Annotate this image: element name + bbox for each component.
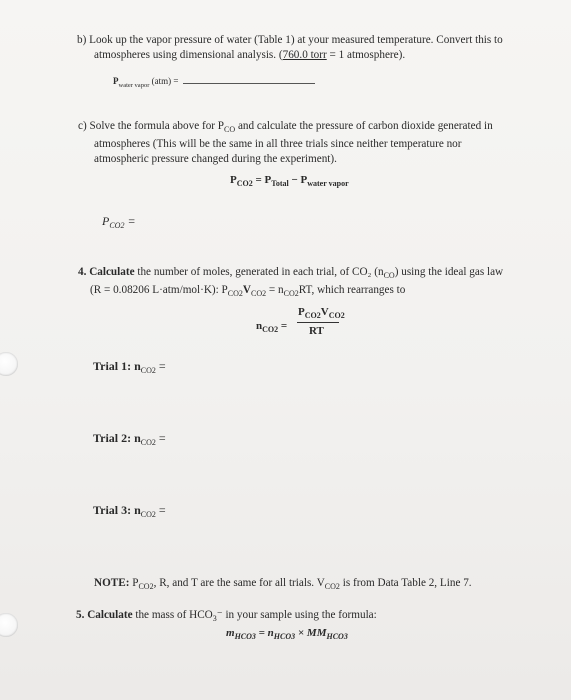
part-c-line1-sub: CO: [224, 125, 236, 134]
hole-punch-top: [0, 352, 18, 376]
part-c-label: c): [78, 120, 87, 132]
part-b-line2-b: = 1 atmosphere).: [326, 49, 406, 61]
trial-3-row: Trial 3: $n_{CO2}$ =: [93, 503, 166, 519]
part-b-label: b): [77, 34, 87, 46]
pco2-formula: $P_{CO2} = P_{Total} - P_{water vapor}$: [230, 174, 349, 188]
part-c-line1b: and calculate the pressure of carbon dioxide generated in: [235, 120, 493, 132]
part-c-line2: atmospheres (This will be the same in all three trials since neither temperature nor: [94, 138, 462, 150]
part-b-line2-a: atmospheres using dimensional analysis. (: [94, 49, 283, 61]
part-b-torr: 760.0 torr: [282, 49, 327, 61]
part-c-text: [78, 119, 548, 167]
part-b-text: [77, 33, 547, 63]
pwater-unit: (atm) =: [151, 76, 179, 86]
trial-2-row: Trial 2: $n_{CO2}$ =: [93, 431, 166, 447]
q4-bold-lead: Calculate: [89, 266, 135, 278]
water-vapor-answer-row: [113, 74, 315, 89]
water-vapor-blank[interactable]: [183, 74, 315, 84]
question-4-text: 4. Calculate the number of moles, generated in each trial, of CO₂ $(n_{CO})$ using the ideal gas law (R = 0.08206 L·atm/mol·K): $P_{CO2}V_{CO2} = n_{CO2}RT$, which rearranges to: [78, 266, 504, 298]
note-line: NOTE: $P_{CO2}$, R, and T are the same for all trials. $V_{CO2}$ is from Data Table 2, Line 7.: [94, 577, 472, 591]
nco2-denominator: RT: [309, 325, 324, 337]
mass-formula: $m_{HCO3} = n_{HCO3} \times MM_{HCO3}$: [226, 627, 348, 641]
part-c-line1a: Solve the formula above for P: [89, 120, 225, 132]
nco2-lhs: $n_{CO2}$ =: [256, 320, 288, 334]
q4-number: 4.: [78, 266, 87, 278]
pco2-answer-label: $P_{CO2}$ =: [102, 214, 136, 230]
hole-punch-bottom: [0, 613, 18, 637]
fraction-bar: [297, 322, 339, 323]
nco2-numerator: $P_{CO2}V_{CO2}$: [298, 306, 345, 320]
pwater-sub: water vapor: [118, 82, 150, 89]
trial-1-row: Trial 1: $n_{CO2}$ =: [93, 359, 166, 375]
part-c-line3: atmospheric pressure changed during the experiment).: [94, 153, 337, 165]
question-5-text: 5. Calculate the mass of $HCO_3^-$ in your sample using the formula:: [76, 609, 377, 623]
part-b-line1: Look up the vapor pressure of water (Table 1) at your measured temperature. Convert this to: [89, 34, 503, 46]
pwater-label: P: [113, 76, 119, 86]
